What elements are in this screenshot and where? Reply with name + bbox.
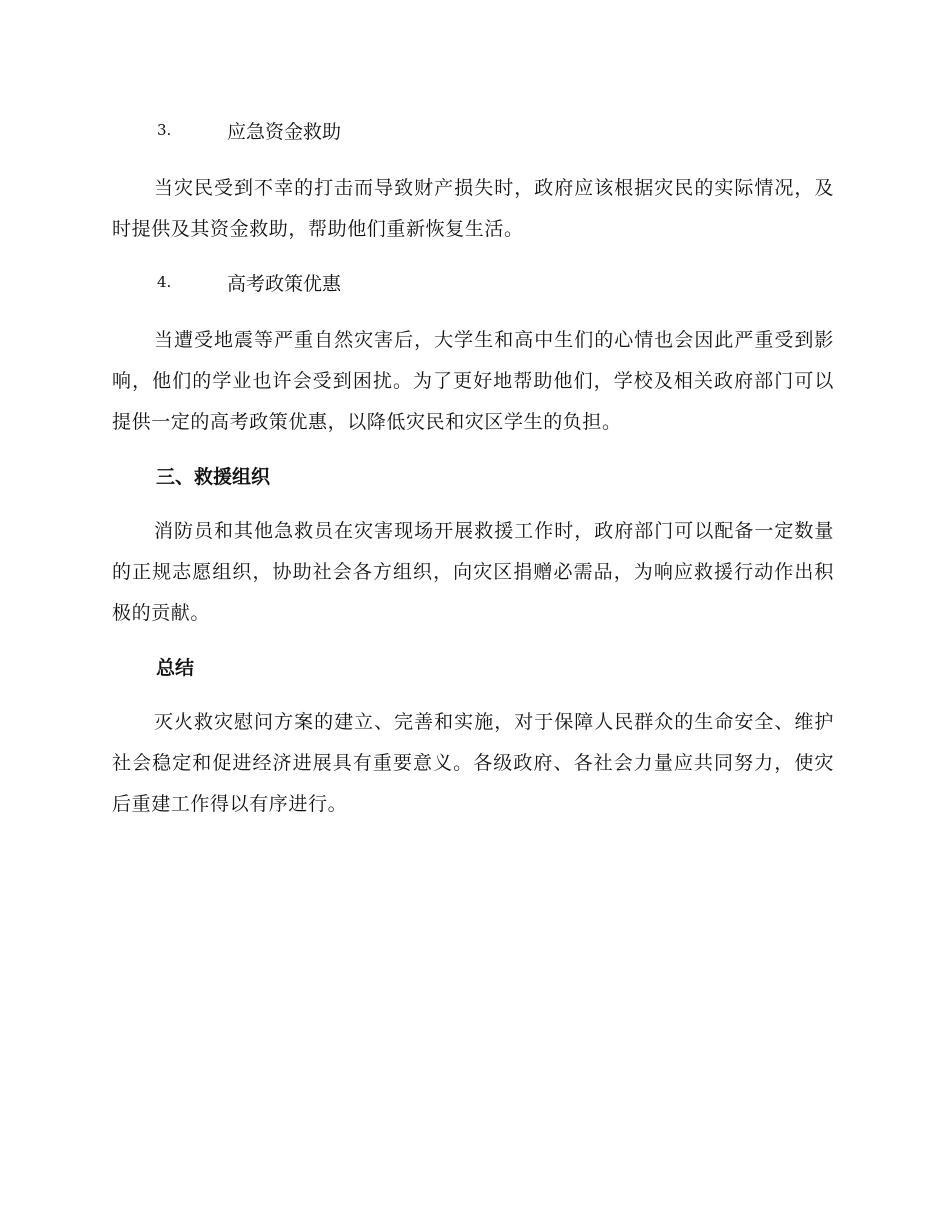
paragraph-summary: 灭火救灾慰问方案的建立、完善和实施，对于保障人民群众的生命安全、维护社会稳定和促进经济进展具有重要意义。各级政府、各社会力量应共同努力，使灾后重建工作得以有序进行。 bbox=[112, 711, 834, 815]
paragraph-rescue-organization: 消防员和其他急救员在灾害现场开展救援工作时，政府部门可以配备一定数量的正规志愿组织，协助社会各方组织，向灾区捐赠必需品，为响应救援行动作出积极的贡献。 bbox=[112, 520, 834, 624]
item-title: 应急资金救助 bbox=[227, 120, 342, 143]
numbered-item-4 bbox=[112, 262, 834, 302]
paragraph-exam-policy: 当遭受地震等严重自然灾害后，大学生和高中生们的心情也会因此严重受到影响，他们的学业也许会受到困扰。为了更好地帮助他们，学校及相关政府部门可以提供一定的高考政策优惠，以降低灾民和灾区学生的负担。 bbox=[112, 329, 834, 433]
section-heading-summary: 总结 bbox=[156, 656, 195, 679]
paragraph-emergency-funds: 当灾民受到不幸的打击而导致财产损失时，政府应该根据灾民的实际情况，及时提供及其资金救助，帮助他们重新恢复生活。 bbox=[112, 177, 834, 240]
section-heading-rescue-organization: 三、救援组织 bbox=[156, 465, 271, 488]
item-title: 高考政策优惠 bbox=[227, 272, 342, 295]
document-body bbox=[112, 110, 834, 837]
item-number: 4. bbox=[157, 273, 172, 291]
numbered-item-3 bbox=[112, 110, 834, 150]
item-number: 3. bbox=[157, 121, 172, 139]
